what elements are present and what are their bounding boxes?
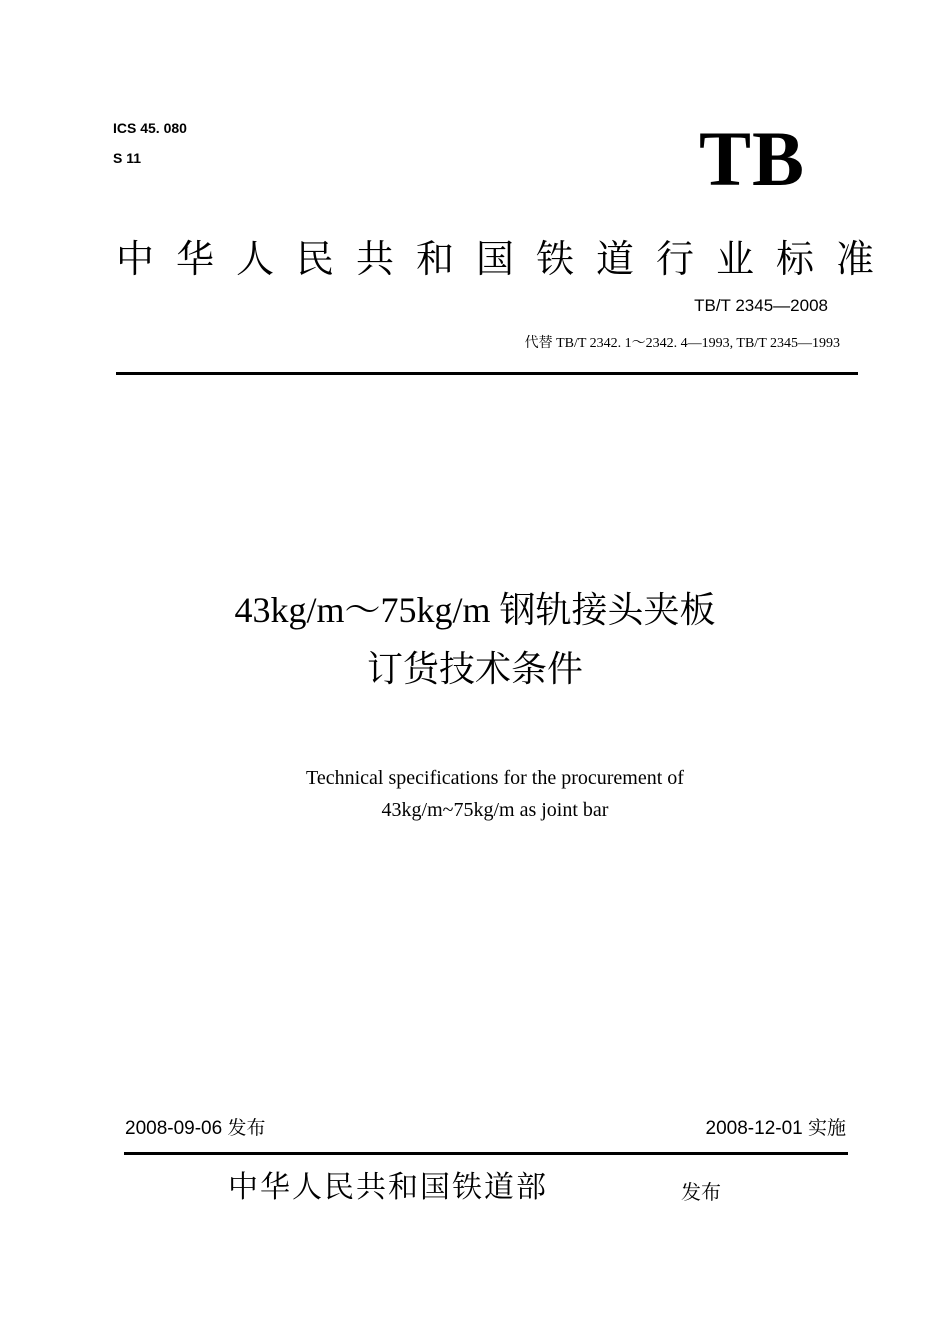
replaces-note: 代替 TB/T 2342. 1～2342. 4—1993, TB/T 2345—1993 bbox=[524, 336, 840, 351]
bottom-divider bbox=[124, 1152, 848, 1155]
document-title-en-line2: 43kg/m~75kg/m as joint bar bbox=[381, 799, 609, 821]
document-title-en-line1: Technical specifications for the procurement of bbox=[306, 767, 684, 789]
top-divider bbox=[116, 372, 858, 375]
standard-category-title: 中华人民共和国铁道行业标准 bbox=[116, 237, 897, 281]
effective-date: 2008-12-01 实施 bbox=[705, 1118, 846, 1139]
publisher-suffix: 发布 bbox=[681, 1180, 721, 1204]
publisher-name: 中华人民共和国铁道部 bbox=[228, 1170, 548, 1205]
tb-logo: TB bbox=[698, 115, 805, 202]
ics-code: ICS 45. 080 bbox=[113, 120, 187, 136]
document-title-cn-line2: 订货技术条件 bbox=[366, 649, 583, 690]
classification-code: S 11 bbox=[113, 150, 142, 166]
document-title-cn-line1: 43kg/m～75kg/m 钢轨接头夹板 bbox=[234, 590, 716, 630]
issue-date: 2008-09-06 发布 bbox=[125, 1118, 266, 1139]
standard-number: TB/T 2345—2008 bbox=[694, 296, 828, 315]
